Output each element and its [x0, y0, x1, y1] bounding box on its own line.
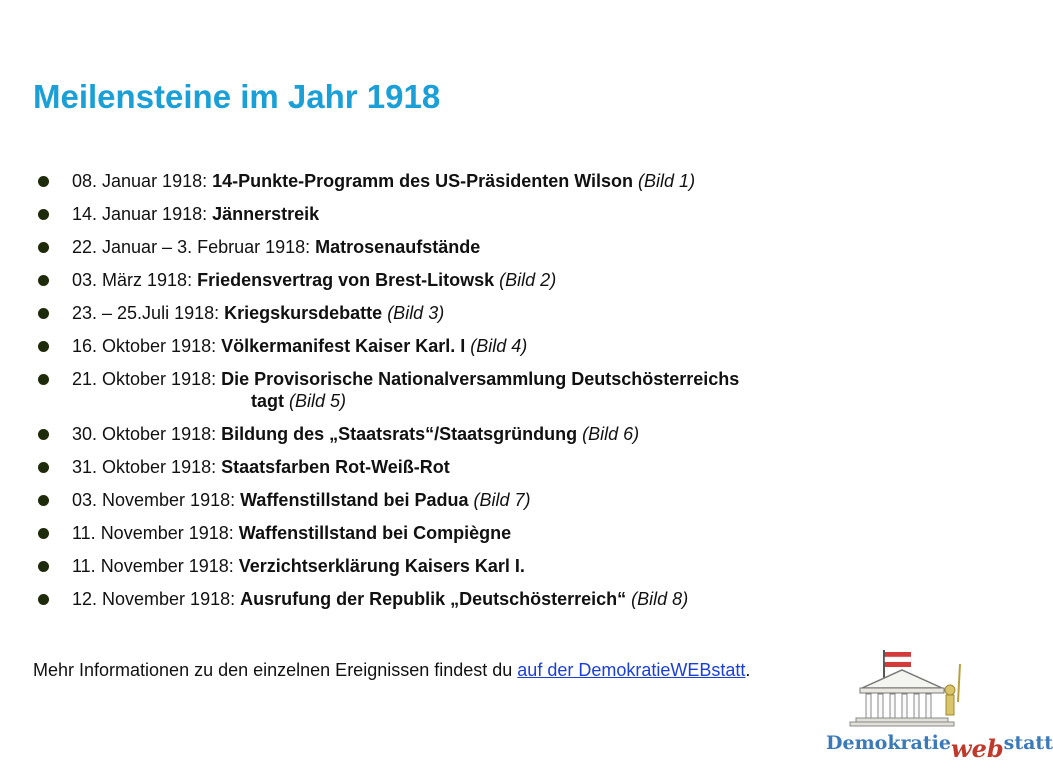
item-ref: (Bild 8): [626, 589, 689, 609]
bullet-icon: [38, 176, 49, 187]
footer-end: .: [745, 660, 751, 680]
list-item: [36, 236, 996, 258]
item-date: 14. Januar 1918:: [72, 204, 213, 224]
bullet-icon: [38, 341, 49, 352]
item-date: 12. November 1918:: [72, 589, 241, 609]
logo-wordmark: Demokratiewebstatt: [826, 732, 1053, 763]
list-item: [36, 368, 996, 412]
item-event-continued: tagt: [251, 391, 284, 411]
item-event: Waffenstillstand bei Compiègne: [238, 523, 512, 543]
item-event: Die Provisorische Nationalversammlung Deutschösterreichs: [221, 369, 740, 389]
bullet-icon: [38, 561, 49, 572]
item-event: Friedensvertrag von Brest-Litowsk: [197, 270, 495, 290]
item-date: 31. Oktober 1918:: [72, 457, 222, 477]
bullet-icon: [38, 594, 49, 605]
item-event: Ausrufung der Republik „Deutschösterreich“: [240, 589, 627, 609]
list-item: [36, 423, 996, 445]
demokratiewebstatt-link[interactable]: auf der DemokratieWEBstatt: [517, 660, 746, 680]
item-date: 22. Januar – 3. Februar 1918:: [72, 237, 316, 257]
item-event: Kriegskursdebatte: [224, 303, 383, 323]
bullet-icon: [38, 374, 49, 385]
item-continuation: [72, 390, 996, 412]
item-event: Matrosenaufstände: [315, 237, 481, 257]
item-date: 21. Oktober 1918:: [72, 369, 222, 389]
item-ref: (Bild 3): [382, 303, 445, 323]
item-date: 11. November 1918:: [72, 523, 239, 543]
item-date: 03. November 1918:: [72, 490, 241, 510]
list-item: [36, 170, 996, 192]
page-title: Meilensteine im Jahr 1918: [33, 78, 441, 115]
item-ref: (Bild 2): [494, 270, 557, 290]
list-item: [36, 335, 996, 357]
bullet-icon: [38, 462, 49, 473]
item-ref: (Bild 7): [468, 490, 531, 510]
item-ref: (Bild 4): [465, 336, 528, 356]
milestone-list: [36, 170, 996, 621]
item-date: 08. Januar 1918:: [72, 171, 213, 191]
item-event: Völkermanifest Kaiser Karl. I: [221, 336, 466, 356]
bullet-icon: [38, 242, 49, 253]
bullet-icon: [38, 429, 49, 440]
bullet-icon: [38, 528, 49, 539]
list-item: [36, 269, 996, 291]
list-item: [36, 588, 996, 610]
demokratiewebstatt-logo: [822, 646, 1053, 763]
item-date: 23. – 25.Juli 1918:: [72, 303, 225, 323]
item-event: Bildung des „Staatsrats“/Staatsgründung: [221, 424, 578, 444]
item-ref: (Bild 1): [633, 171, 696, 191]
item-event: Verzichtserklärung Kaisers Karl I.: [238, 556, 525, 576]
item-ref: (Bild 5): [284, 391, 347, 411]
list-item: [36, 456, 996, 478]
bullet-icon: [38, 308, 49, 319]
list-item: [36, 555, 996, 577]
list-item: [36, 203, 996, 225]
item-ref: (Bild 6): [577, 424, 640, 444]
footer-text: Mehr Informationen zu den einzelnen Ereignissen findest du: [33, 660, 518, 680]
footer-info: [33, 657, 793, 683]
list-item: [36, 302, 996, 324]
item-event: 14-Punkte-Programm des US-Präsidenten Wilson: [212, 171, 634, 191]
item-event: Jännerstreik: [212, 204, 320, 224]
item-date: 30. Oktober 1918:: [72, 424, 222, 444]
item-date: 16. Oktober 1918:: [72, 336, 222, 356]
list-item: [36, 522, 996, 544]
item-event: Staatsfarben Rot-Weiß-Rot: [221, 457, 450, 477]
item-date: 03. März 1918:: [72, 270, 198, 290]
item-event: Waffenstillstand bei Padua: [240, 490, 469, 510]
list-item: [36, 489, 996, 511]
bullet-icon: [38, 495, 49, 506]
bullet-icon: [38, 275, 49, 286]
bullet-icon: [38, 209, 49, 220]
item-date: 11. November 1918:: [72, 556, 239, 576]
